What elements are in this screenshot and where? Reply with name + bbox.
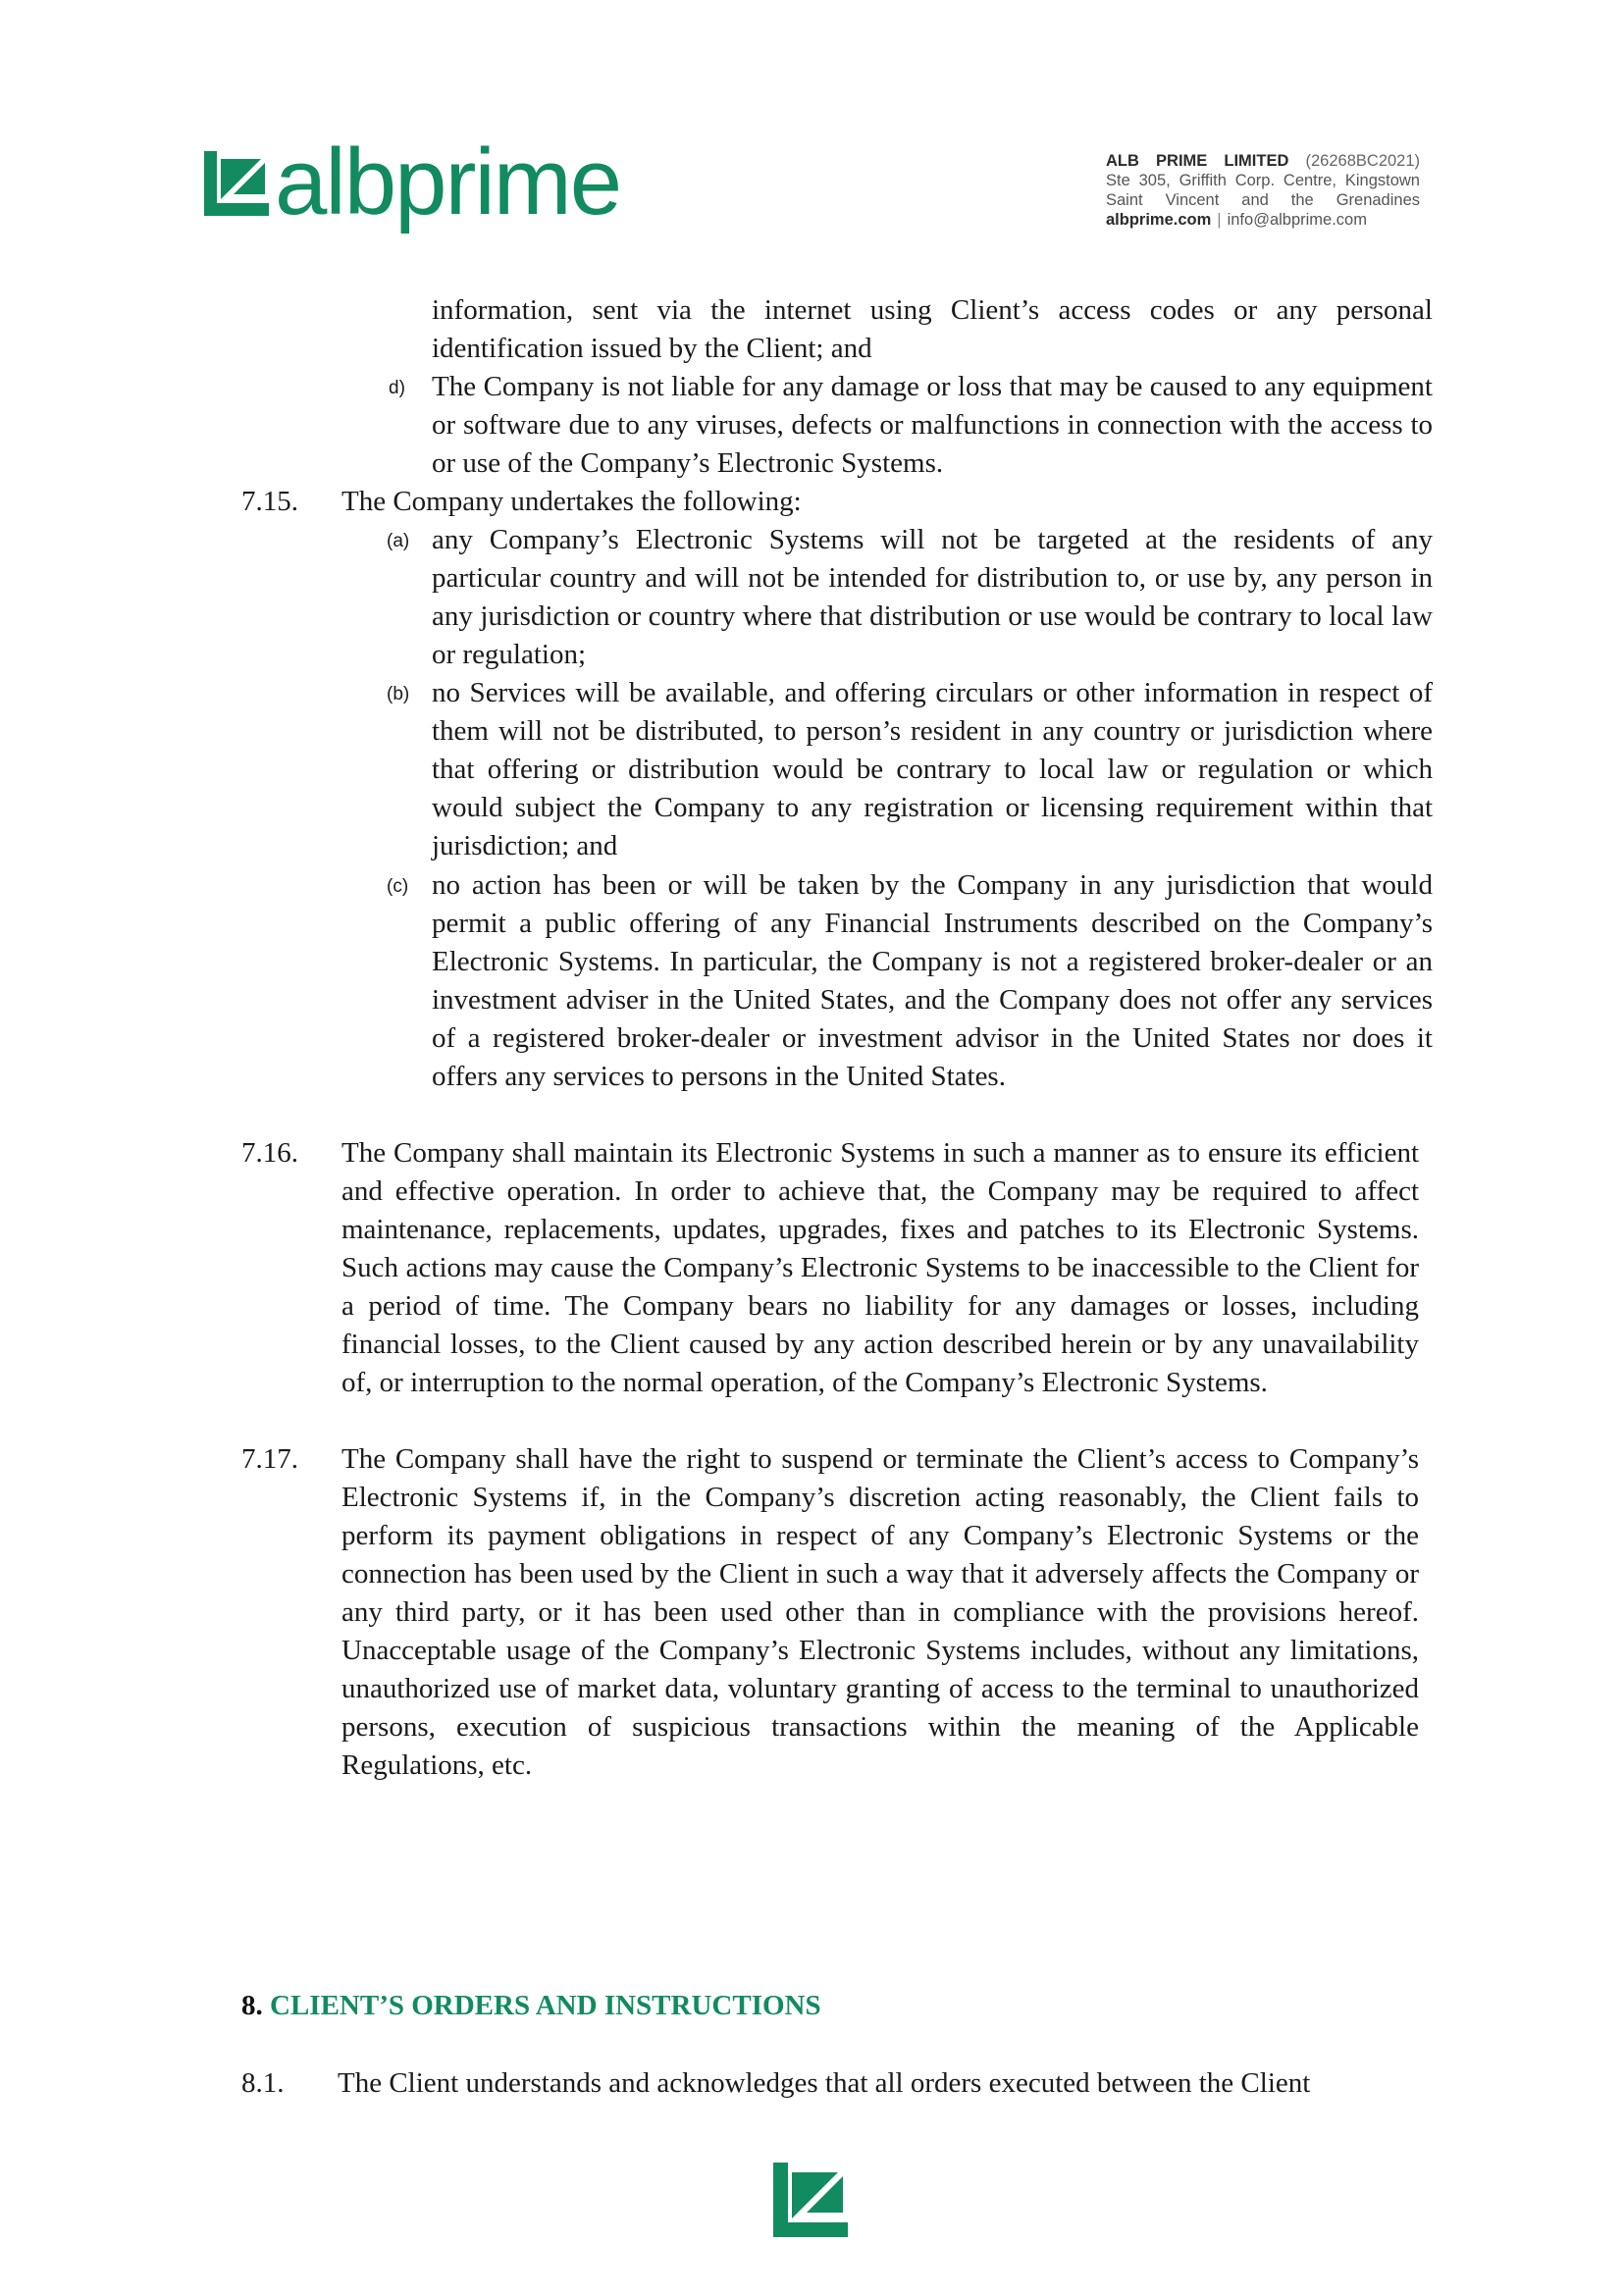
address-line-2: Saint Vincent and the Grenadines xyxy=(1106,191,1420,209)
logo-mark-icon xyxy=(204,151,269,216)
albprime-logo xyxy=(204,130,621,235)
clause-7-15-number: 7.15. xyxy=(241,486,298,517)
clause-8-1-number: 8.1. xyxy=(241,2067,285,2099)
clause-7-15-item-c-text: no action has been or will be taken by the Company in any jurisdiction that would permit a public offering of any Financial Instruments described on the Company’s Electronic Systems. In particular, the Company is not a registered broker-dealer or an investment adviser in the United States, and the Company does not offer any services of a registered broker-dealer or investment advisor in the United States nor does it offers any services to persons in the United States. xyxy=(432,869,1433,1092)
registration-number: (26268BC2021) xyxy=(1305,152,1421,170)
clause-7-16-number: 7.16. xyxy=(241,1137,298,1169)
contact-line xyxy=(1106,210,1420,230)
clause-7-17-number: 7.17. xyxy=(241,1443,298,1475)
section-8-title: CLIENT’S ORDERS AND INSTRUCTIONS xyxy=(270,1990,821,2021)
company-info xyxy=(1106,151,1420,230)
clause-7-15-item-a-text: any Company’s Electronic Systems will not be targeted at the residents of any particular country and will not be intended for distribution to, or use by, any person in any jurisdiction or country where that distribution or use would be contrary to local law or regulation; xyxy=(432,524,1433,670)
clause-8-1-text: The Client understands and acknowledges that all orders executed between the Client xyxy=(338,2067,1311,2099)
clause-7-15-item-c-marker: (c) xyxy=(387,876,409,897)
item-d-marker: d) xyxy=(389,378,405,398)
section-8-number: 8. xyxy=(241,1990,263,2021)
continuation-paragraph: information, sent via the internet using Client’s access codes or any personal identification issued by the Client; and xyxy=(432,294,1433,364)
item-d-text: The Company is not liable for any damage or loss that may be caused to any equipment or software due to any viruses, defects or malfunctions in connection with the access to or use of the Company’s Electronic Systems. xyxy=(432,371,1433,479)
address-line-1: Ste 305, Griffith Corp. Centre, Kingstown xyxy=(1106,172,1420,189)
contact-separator: | xyxy=(1217,211,1222,229)
email-link[interactable]: info@albprime.com xyxy=(1227,211,1367,229)
clause-7-16-text: The Company shall maintain its Electronic Systems in such a manner as to ensure its efficient and effective operation. In order to achieve that, the Company may be required to affect maintenance, replacements, updates, upgrades, fixes and patches to its Electronic Systems. Such actions may cause the Company’s Electronic Systems to be inaccessible to the Client for a period of time. The Company bears no liability for any damages or losses, including financial losses, to the Client caused by any action described herein or by any unavailability of, or interruption to the normal operation, of the Company’s Electronic Systems. xyxy=(341,1137,1419,1398)
footer-logo-mark-icon xyxy=(773,2163,848,2237)
clause-7-15-item-b-marker: (b) xyxy=(387,684,410,704)
website-link[interactable]: albprime.com xyxy=(1106,211,1212,229)
company-name-line xyxy=(1106,151,1420,171)
company-name: ALB PRIME LIMITED xyxy=(1106,152,1289,170)
logo-wordmark: albprime xyxy=(275,130,621,235)
section-8-heading xyxy=(241,1987,821,2025)
clause-7-15-item-b-text: no Services will be available, and offering circulars or other information in respect of them will not be distributed, to person’s resident in any country or jurisdiction where that offering or distribution would be contrary to local law or regulation or which would subject the Company to any registration or licensing requirement within that jurisdiction; and xyxy=(432,677,1433,861)
clause-7-15-item-a-marker: (a) xyxy=(387,531,410,551)
clause-7-15-text: The Company undertakes the following: xyxy=(341,486,802,517)
clause-7-17-text: The Company shall have the right to suspend or terminate the Client’s access to Company’s Electronic Systems if, in the Company’s discretion acting reasonably, the Client fails to perform its payment obligations in respect of any Company’s Electronic Systems or the connection has been used by the Client in such a way that it adversely affects the Company or any third party, or it has been used other than in compliance with the provisions hereof. Unacceptable usage of the Company’s Electronic Systems includes, without any limitations, unauthorized use of market data, voluntary granting of access to the terminal to unauthorized persons, execution of suspicious transactions within the meaning of the Applicable Regulations, etc. xyxy=(341,1443,1419,1781)
